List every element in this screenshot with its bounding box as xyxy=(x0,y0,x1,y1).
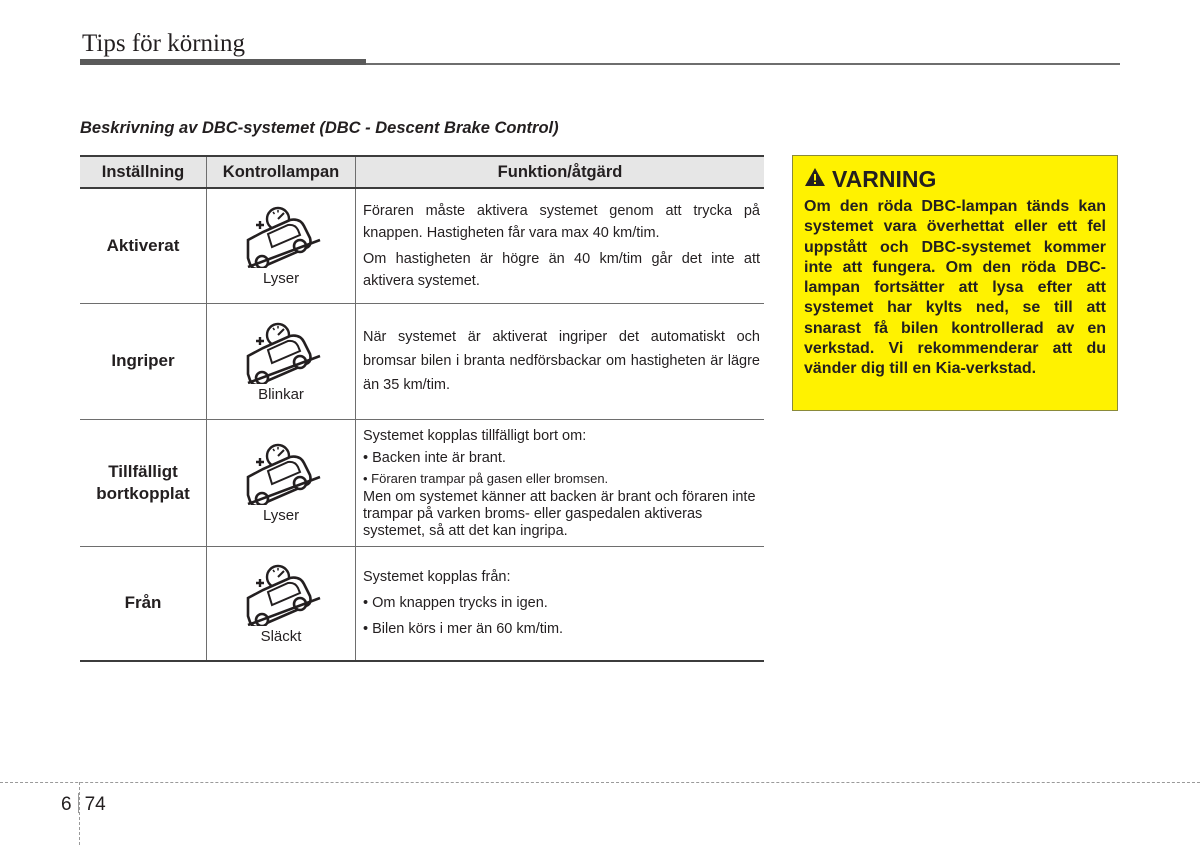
setting-label-line: Tillfälligt xyxy=(108,461,178,481)
function-text: Men om systemet känner att backen är brant och föraren inte trampar på varken broms- eller gaspedalen aktiveras systemet, så att det kan ingripa. xyxy=(363,489,756,539)
function-cell xyxy=(356,303,765,419)
setting-cell xyxy=(80,419,207,546)
header-rule xyxy=(366,63,1120,65)
warning-title: VARNING xyxy=(832,166,937,192)
function-bullet: • Backen inte är brant. xyxy=(363,450,506,466)
table-row xyxy=(80,419,764,546)
page-header-title: Tips för körning xyxy=(82,30,245,57)
dbc-descent-icon xyxy=(238,441,324,505)
column-header-lamp: Kontrollampan xyxy=(207,156,356,188)
setting-cell: Från xyxy=(80,546,207,661)
function-bullet: • Bilen körs i mer än 60 km/tim. xyxy=(363,621,564,638)
page-number-separator xyxy=(78,793,79,813)
function-cell xyxy=(356,546,765,661)
chapter-number: 6 xyxy=(61,794,72,815)
table-row xyxy=(80,188,764,303)
dbc-descent-icon xyxy=(238,562,324,626)
warning-triangle-icon xyxy=(804,167,826,192)
setting-cell: Aktiverat xyxy=(80,188,207,303)
function-text: När systemet är aktiverat ingriper det automatiskt och bromsar bilen i branta nedförsbackar om hastigheten är lägre än 35 km/tim. xyxy=(363,329,760,393)
function-text: Systemet kopplas tillfälligt bort om: xyxy=(363,428,587,444)
lamp-status: Släckt xyxy=(260,627,302,645)
page-number xyxy=(61,793,106,816)
dbc-settings-table xyxy=(80,155,764,662)
lamp-status: Blinkar xyxy=(258,385,304,403)
lamp-status: Lyser xyxy=(262,270,300,288)
lamp-cell xyxy=(207,419,356,546)
function-bullet: • Om knappen trycks in igen. xyxy=(363,595,548,612)
function-bullet: • Föraren trampar på gasen eller bromsen. xyxy=(363,471,609,486)
page-number-value: 74 xyxy=(84,794,106,815)
warning-box xyxy=(792,155,1118,411)
dbc-descent-icon xyxy=(238,320,324,384)
function-cell xyxy=(356,188,765,303)
lamp-cell xyxy=(207,546,356,661)
column-header-setting: Inställning xyxy=(80,156,207,188)
function-text: Om hastigheten är högre än 40 km/tim går det inte att aktivera systemet. xyxy=(363,250,760,289)
lamp-cell xyxy=(207,188,356,303)
table-row xyxy=(80,303,764,419)
warning-text: Om den röda DBC-lampan tänds kan systemet vara överhettat eller ett fel uppstått och DBC-systemet kommer inte att fungera. Om den röda DBC-lampan fortsätter att lysa efter att systemet har kylts ned, se till att snarast få bilen kontrollerad av en verkstad. Vi rekommenderar att du vänder dig till en Kia-verkstad. xyxy=(804,198,1106,378)
lamp-cell xyxy=(207,303,356,419)
warning-header xyxy=(804,166,1106,193)
section-title: Beskrivning av DBC-systemet (DBC - Descent Brake Control) xyxy=(80,119,559,137)
setting-label-line: bortkopplat xyxy=(96,483,190,503)
dbc-descent-icon xyxy=(238,204,324,268)
lamp-status: Lyser xyxy=(262,507,300,524)
footer-dotted-rule xyxy=(0,782,1200,783)
function-cell xyxy=(356,419,765,546)
function-text: Systemet kopplas från: xyxy=(363,569,511,586)
function-text: Föraren måste aktivera systemet genom att trycka på knappen. Hastigheten får vara max 40 km/tim. xyxy=(363,202,760,241)
column-header-function: Funktion/åtgärd xyxy=(356,156,765,188)
setting-cell: Ingriper xyxy=(80,303,207,419)
table-header-row xyxy=(80,156,764,188)
header-bar xyxy=(80,59,366,65)
table-row xyxy=(80,546,764,661)
